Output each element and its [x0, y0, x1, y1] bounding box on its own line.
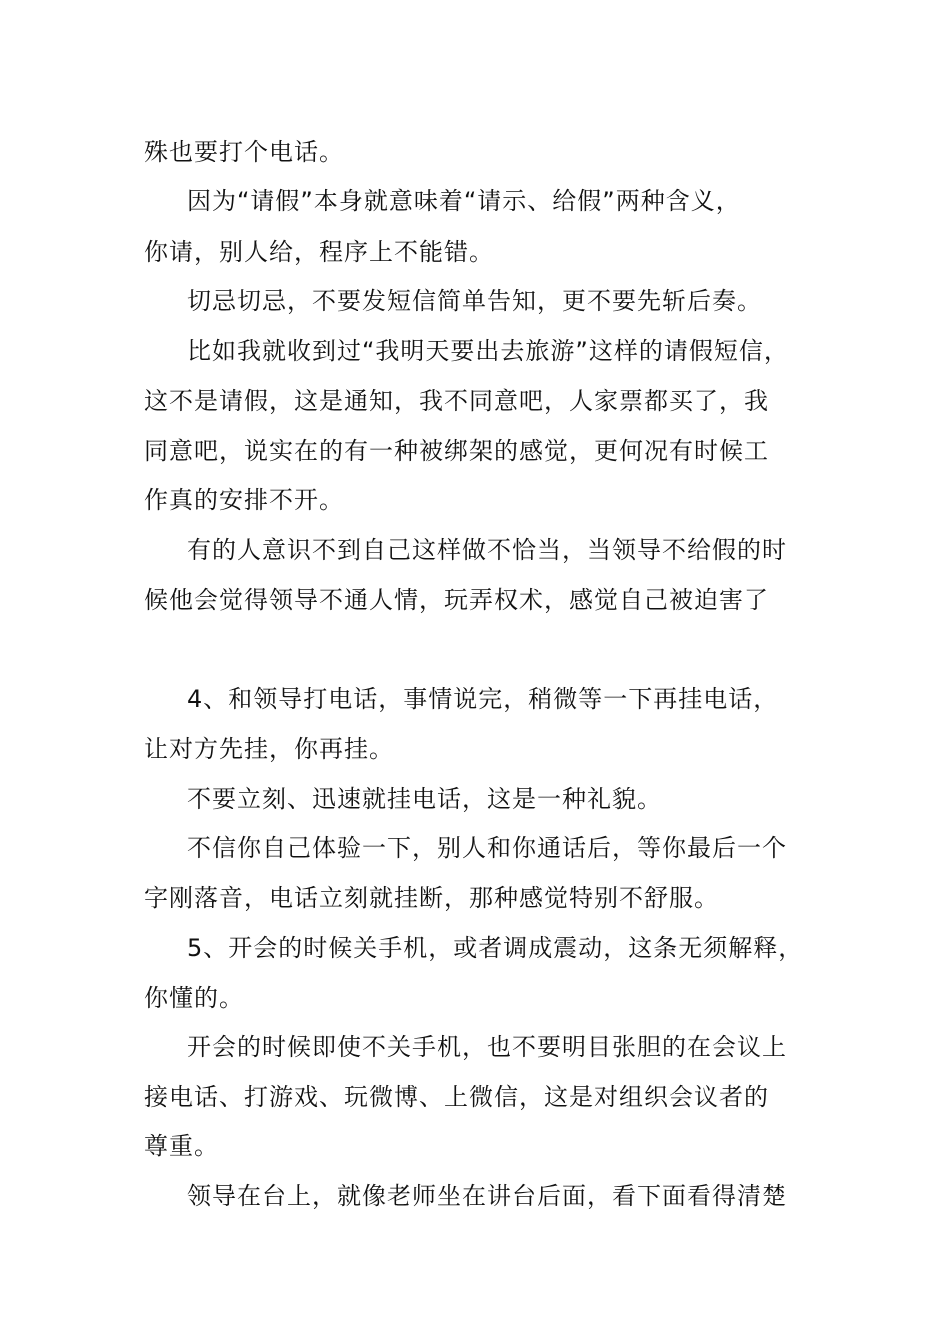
- text-line: 不信你自己体验一下，别人和你通话后，等你最后一个: [187, 834, 787, 862]
- text-line: 接电话、打游戏、玩微博、上微信，这是对组织会议者的: [144, 1083, 769, 1111]
- text-line: 尊重。: [144, 1132, 219, 1160]
- text-line: 4、和领导打电话，事情说完，稍微等一下再挂电话，: [187, 685, 779, 713]
- text-line: 字刚落音，电话立刻就挂断，那种感觉特别不舒服。: [144, 884, 719, 912]
- text-line: 领导在台上，就像老师坐在讲台后面，看下面看得清楚: [187, 1182, 787, 1210]
- text-line: 因为“请假”本身就意味着“请示、给假”两种含义，: [187, 187, 741, 215]
- text-line: 你请，别人给，程序上不能错。: [144, 238, 494, 266]
- text-line: 有的人意识不到自己这样做不恰当，当领导不给假的时: [187, 536, 787, 564]
- text-line: 作真的安排不开。: [144, 486, 344, 514]
- text-line: 你懂的。: [144, 984, 244, 1012]
- text-line: 5、开会的时候关手机，或者调成震动，这条无须解释，: [187, 934, 804, 962]
- text-line: 殊也要打个电话。: [144, 138, 344, 166]
- text-line: 开会的时候即使不关手机，也不要明目张胆的在会议上: [187, 1033, 787, 1061]
- text-line: 让对方先挂，你再挂。: [144, 735, 394, 763]
- text-line: 切忌切忌，不要发短信简单告知，更不要先斩后奏。: [187, 287, 762, 315]
- text-line: 这不是请假，这是通知，我不同意吧，人家票都买了，我: [144, 387, 769, 415]
- text-line: 比如我就收到过“我明天要出去旅游”这样的请假短信，: [187, 337, 789, 365]
- text-line: 不要立刻、迅速就挂电话，这是一种礼貌。: [187, 785, 662, 813]
- text-line: 候他会觉得领导不通人情，玩弄权术，感觉自己被迫害了: [144, 586, 769, 614]
- text-line: 同意吧，说实在的有一种被绑架的感觉，更何况有时候工: [144, 437, 769, 465]
